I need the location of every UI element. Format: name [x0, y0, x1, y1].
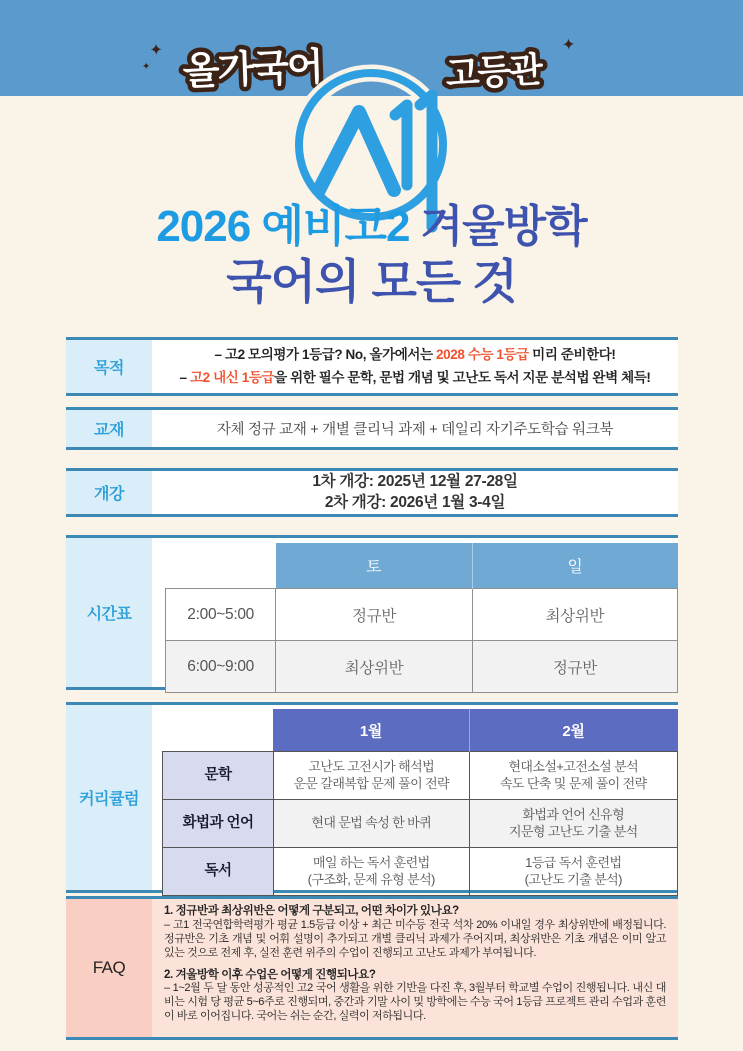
curriculum-subject: 문학 [163, 752, 274, 800]
curriculum-cell-line: 1등급 독서 훈련법 [525, 854, 622, 870]
section-timetable [66, 535, 678, 690]
purpose-content [152, 340, 678, 393]
curriculum-cell-line: 매일 하는 독서 훈련법 [312, 854, 430, 870]
badge-right-text: 고등관 [444, 50, 542, 95]
poster-title [0, 200, 743, 310]
timetable-col-sat: 토 [276, 543, 472, 589]
faq-answer-2: – 1~2월 두 달 동안 성공적인 고2 국어 생활을 위한 기반을 다진 후, 3월부터 학교별 수업이 진행됩니다. 내신 대비는 시험 당 평균 5~6주로 진행되며, 중간과 기말 사이 및 방학에는 수능 국어 1등급 프로젝트 관리 수업과 훈련이 바로 이어집니다. 국어는 쉬는 순간, 실력이 저하됩니다. [164, 982, 666, 1023]
curriculum-cell [273, 752, 469, 800]
curriculum-cell-line: 현대 문법 속성 한 바퀴 [311, 815, 432, 831]
purpose-line2-post: 을 위한 필수 문학, 문법 개념 및 고난도 독서 지문 분석법 완벽 체득! [274, 369, 651, 385]
curriculum-col-feb: 2월 [469, 709, 677, 752]
timetable-cell: 정규반 [472, 641, 677, 693]
section-textbook [66, 407, 678, 450]
title-line-2: 국어의 모든 것 [226, 255, 517, 308]
curriculum-col-jan: 1월 [273, 709, 469, 752]
opening-line-1: 1차 개강: 2025년 12월 27-28일 [312, 472, 518, 490]
timetable-content [152, 538, 678, 687]
timetable-cell: 정규반 [276, 589, 472, 641]
section-curriculum [66, 702, 678, 893]
curriculum-cell-line: 화법과 언어 신유형 [522, 806, 625, 822]
section-purpose [66, 337, 678, 396]
curriculum-cell-line: 속도 단축 및 문제 풀이 전략 [499, 775, 647, 791]
faq-content [152, 899, 678, 1037]
curriculum-content [152, 705, 678, 890]
curriculum-cell [273, 848, 469, 896]
timetable-cell: 최상위반 [276, 641, 472, 693]
purpose-line-1 [152, 344, 678, 366]
section-opening [66, 468, 678, 517]
title-line-1 [0, 200, 743, 254]
timetable-cell: 6:00~9:00 [166, 641, 276, 693]
faq-question-2: 2. 겨울방학 이후 수업은 어떻게 진행되나요? [164, 968, 376, 981]
title-line1-blue: 2026 예비고2 [156, 202, 421, 251]
timetable-corner-cell [166, 543, 276, 589]
sparkle-icon: ✦ [561, 36, 576, 55]
sparkle-icon: ✦ [141, 61, 151, 73]
timetable-cell: 최상위반 [472, 589, 677, 641]
curriculum-corner-cell [163, 709, 274, 752]
purpose-line1-accent: 2028 수능 1등급 [436, 347, 529, 363]
title-line1-indigo: 겨울방학 [420, 202, 587, 251]
purpose-line-2 [152, 367, 678, 389]
timetable-cell: 2:00~5:00 [166, 589, 276, 641]
opening-content [152, 471, 678, 514]
sparkle-icon: ✦ [149, 41, 164, 60]
faq-question-1: 1. 정규반과 최상위반은 어떻게 구분되고, 어떤 차이가 있나요? [164, 905, 459, 917]
purpose-label: 목적 [66, 340, 152, 393]
section-faq [66, 896, 678, 1040]
curriculum-cell-line: 고난도 고전시가 해석법 [308, 758, 435, 774]
timetable-label: 시간표 [66, 538, 152, 687]
opening-label: 개강 [66, 471, 152, 514]
curriculum-cell-line: 운문 갈래복합 문제 풀이 전략 [293, 775, 449, 791]
curriculum-cell [273, 800, 469, 848]
curriculum-cell-line: (고난도 기출 분석) [524, 871, 622, 887]
curriculum-cell-line: (구조화, 문제 유형 분석) [307, 871, 435, 887]
textbook-content: 자체 정규 교재 + 개별 클리닉 과제 + 데일리 자기주도학습 워크북 [216, 422, 614, 438]
curriculum-table [162, 709, 678, 896]
opening-line-2: 2차 개강: 2026년 1월 3-4일 [324, 493, 506, 511]
textbook-label: 교재 [66, 410, 152, 447]
curriculum-cell-line: 현대소설+고전소설 분석 [508, 758, 639, 774]
purpose-line2-pre: – [179, 369, 190, 385]
curriculum-subject: 화법과 언어 [163, 800, 274, 848]
curriculum-cell-line: 지문형 고난도 기출 분석 [508, 823, 638, 839]
faq-answer-1: – 고1 전국연합학력평가 평균 1.5등급 이상 + 최근 미수등 전국 석차 20% 이내일 경우 최상위반에 배정됩니다. 정규반은 기초 개념 및 어휘 설명이 추가되고 개별 클리닉 과제가 주어지며, 최상위반은 기초 개념은 이미 알고 있는 것으로 전제 후, 실전 훈련 위주의 수업이 진행되고 고난도 과제가 부여됩니다. [164, 918, 666, 959]
curriculum-cell [469, 800, 677, 848]
sections-container [66, 337, 678, 1040]
curriculum-subject: 독서 [163, 848, 274, 896]
curriculum-cell [469, 752, 677, 800]
timetable-col-sun: 일 [472, 543, 677, 589]
timetable-table [165, 543, 678, 693]
curriculum-cell [469, 848, 677, 896]
curriculum-label: 커리큘럼 [66, 705, 152, 890]
faq-label: FAQ [66, 899, 152, 1037]
purpose-line1-pre: – 고2 모의평가 1등급? No, 올가에서는 [214, 347, 437, 363]
badge-left-text: 올가국어 [182, 46, 323, 94]
purpose-line2-accent: 고2 내신 1등급 [190, 369, 275, 385]
purpose-line1-post: 미리 준비한다! [528, 347, 616, 363]
